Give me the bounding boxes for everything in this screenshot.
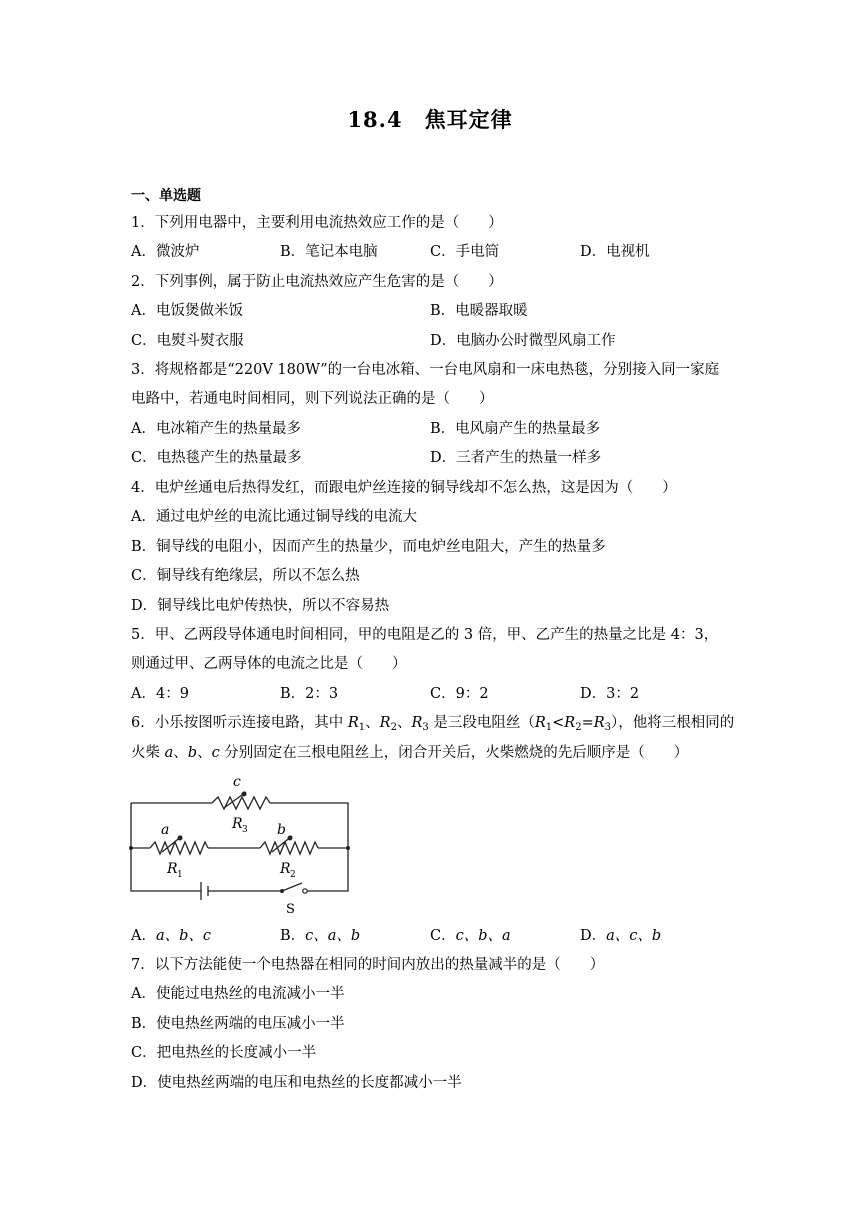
- q2-option-b: B．电暖器取暖: [430, 303, 528, 319]
- q5-stem-line2: 则通过甲、乙两导体的电流之比是（ ）: [131, 656, 407, 672]
- q4-option-d: D．铜导线比电炉传热快，所以不容易热: [131, 598, 390, 614]
- title-text: 焦耳定律: [424, 107, 513, 132]
- q4-stem: 4．电炉丝通电后热得发红，而跟电炉丝连接的铜导线却不怎么热，这是因为（ ）: [131, 480, 677, 496]
- q6-option-b: B．c、a、b: [280, 928, 361, 944]
- label-r3-sub: 3: [242, 825, 248, 835]
- q7-stem: 7．以下方法能使一个电热器在相同的时间内放出的热量减半的是（ ）: [131, 957, 605, 973]
- section-heading: 一、单选题: [131, 188, 201, 204]
- q5-option-b: B．2：3: [280, 686, 339, 702]
- label-c: c: [233, 774, 241, 790]
- switch-contact: [303, 889, 307, 893]
- switch: [282, 883, 302, 891]
- q4-option-b: B．铜导线的电阻小，因而产生的热量少，而电炉丝电阻大，产生的热量多: [131, 539, 606, 555]
- q7-option-a: A．使能过电热丝的电流减小一半: [131, 986, 345, 1002]
- match-head-c: [242, 792, 247, 797]
- q1-option-b: B．笔记本电脑: [280, 244, 378, 260]
- label-r2-sub: 2: [290, 870, 296, 880]
- q1-stem: 1．下列用电器中，主要利用电流热效应工作的是（ ）: [131, 215, 503, 231]
- q1-option-c: C．手电筒: [430, 244, 500, 260]
- resistor-r3: [212, 797, 270, 809]
- resistor-r2: [260, 842, 318, 854]
- q7-option-c: C．把电热丝的长度减小一半: [131, 1045, 317, 1061]
- label-b: b: [277, 822, 286, 838]
- label-a: a: [161, 822, 170, 838]
- q5-option-d: D．3：2: [580, 686, 640, 702]
- label-r1-sub: 1: [177, 870, 183, 880]
- junction-right: [346, 846, 350, 850]
- q2-option-a: A．电饭煲做米饭: [131, 303, 243, 319]
- q6-stem-line1: 6．小乐按图听示连接电路，其中 $R_1$、$R_2$、$R_3$ 是三段电阻丝$(R_1<R_2=R_3)$，他将三根相同的: [131, 715, 735, 733]
- q6-stem-line2: 火柴 a、b、c 分别固定在三根电阻丝上，闭合开关后，火柴燃烧的先后顺序是（ ）: [131, 745, 689, 761]
- circuit-top-wire: [131, 803, 201, 891]
- q7-option-d: D．使电热丝两端的电压和电热丝的长度都减小一半: [131, 1075, 462, 1091]
- q3-stem-line1: 3．将规格都是“220V 180W”的一台电冰箱、一台电风扇和一床电热毯，分别接入同一家庭: [131, 362, 720, 378]
- title-number: 18.4: [347, 107, 403, 132]
- q4-option-a: A．通过电炉丝的电流比通过铜导线的电流大: [131, 509, 417, 525]
- q3-option-b: B．电风扇产生的热量最多: [430, 421, 601, 437]
- q6-option-d: D．a、c、b: [580, 928, 662, 944]
- switch-pivot: [280, 889, 284, 893]
- q3-option-a: A．电冰箱产生的热量最多: [131, 421, 301, 437]
- label-r2: R: [280, 861, 291, 877]
- label-s: S: [286, 902, 295, 917]
- q3-option-c: C．电热毯产生的热量最多: [131, 450, 302, 466]
- resistor-r1: [150, 842, 208, 854]
- match-head-b: [288, 836, 293, 841]
- circuit-diagram: [120, 770, 365, 920]
- q1-option-d: D．电视机: [580, 244, 650, 260]
- q5-stem-line1: 5．甲、乙两段导体通电时间相同，甲的电阻是乙的 3 倍，甲、乙产生的热量之比是 4：3，: [131, 627, 719, 643]
- q2-option-d: D．电脑办公时微型风扇工作: [430, 333, 616, 349]
- match-head-a: [178, 836, 183, 841]
- page-title: [0, 104, 860, 134]
- q2-option-c: C．电熨斗熨衣服: [131, 333, 244, 349]
- q7-option-b: B．使电热丝两端的电压减小一半: [131, 1016, 345, 1032]
- q5-option-a: A．4：9: [131, 686, 189, 702]
- q5-option-c: C．9：2: [430, 686, 489, 702]
- q3-option-d: D．三者产生的热量一样多: [430, 450, 602, 466]
- battery: [201, 882, 208, 900]
- q6-option-c: C．c、b、a: [430, 928, 511, 944]
- label-r3: R: [232, 816, 243, 832]
- q1-option-a: A．微波炉: [131, 244, 200, 260]
- q6-option-a: A．a、b、c: [131, 928, 212, 944]
- junction-left: [129, 846, 133, 850]
- q2-stem: 2．下列事例，属于防止电流热效应产生危害的是（ ）: [131, 274, 503, 290]
- q3-stem-line2: 电路中，若通电时间相同，则下列说法正确的是（ ）: [131, 391, 494, 407]
- q4-option-c: C．铜导线有绝缘层，所以不怎么热: [131, 568, 360, 584]
- label-r1: R: [167, 861, 178, 877]
